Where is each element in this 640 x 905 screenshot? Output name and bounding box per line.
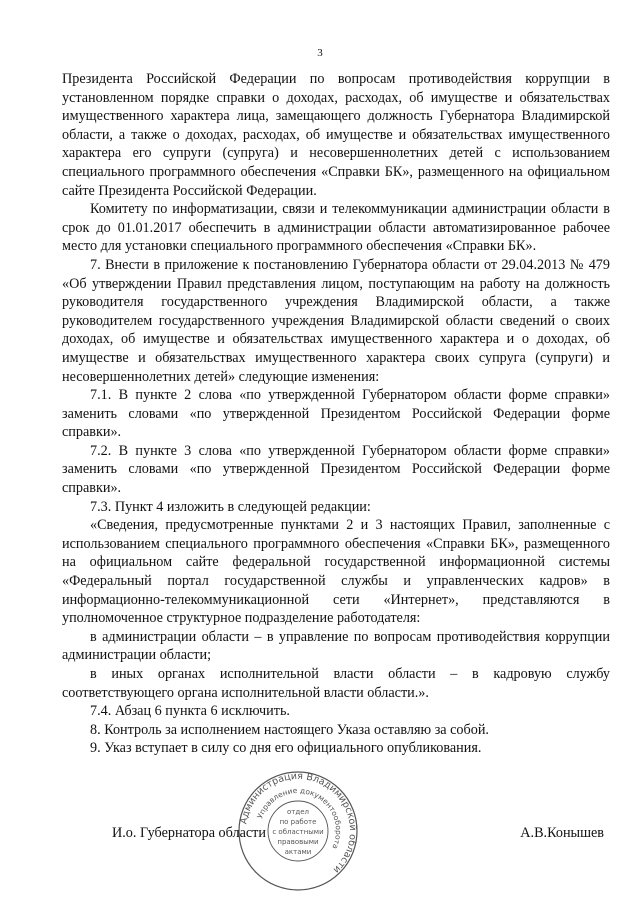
seal-center-line: правовыми	[277, 838, 319, 846]
paragraph-continuation: Президента Российской Федерации по вопросам противодействия коррупции в установленном порядке справки о доходах, расходах, об имуществе и обязательствах имущественного характера лица, замещающего должность Губернатора Владимирской области, а также о доходах, расходах, об имуществе и обязательствах имущественного характера его супруги (супруга) и несовершеннолетних детей с использованием специального программного обеспечения «Справки БК», размещенного на официальном сайте Президента Российской Федерации.	[62, 71, 610, 199]
seal-center-line: по работе	[279, 818, 317, 826]
page-number: 3	[317, 47, 323, 59]
signer-name: А.В.Конышев	[520, 825, 604, 841]
document-body	[62, 70, 610, 758]
signer-title: И.о. Губернатора области	[112, 825, 266, 841]
paragraph-committee: Комитету по информатизации, связи и телекоммуникации администрации области в срок до 01.01.2017 обеспечить в администрации области автоматизированное рабочее место для установки специального программного обеспечения «Справки БК».	[62, 201, 610, 255]
seal-center-line: актами	[284, 848, 312, 856]
seal-outer-text: Администрация Владимирской области	[238, 770, 359, 876]
seal-center-line: отдел	[287, 808, 309, 816]
paragraph-item-7-2: 7.2. В пункте 3 слова «по утвержденной Губернатором области форме справки» заменить словами «по утвержденной Президентом Российской Федерации форме справки».	[62, 442, 610, 497]
official-seal	[237, 770, 359, 892]
seal-center-line: с областными	[272, 828, 324, 836]
seal-middle-text: Управление документооборота	[255, 785, 344, 851]
paragraph-administration: в администрации области – в управление по вопросам противодействия коррупции администрации области;	[62, 628, 610, 664]
paragraph-other-bodies: в иных органах исполнительной власти области – в кадровую службу соответствующего органа исполнительной власти области.».	[62, 666, 610, 701]
paragraph-item-8: 8. Контроль за исполнением настоящего Указа оставляю за собой.	[90, 721, 489, 738]
paragraph-item-7-3: 7.3. Пункт 4 изложить в следующей редакции:	[90, 498, 371, 515]
paragraph-item-7-1: 7.1. В пункте 2 слова «по утвержденной Губернатором области форме справки» заменить словами «по утвержденной Президентом Российской Федерации форме справки».	[62, 387, 610, 441]
paragraph-quoted-rule: «Сведения, предусмотренные пунктами 2 и 3 настоящих Правил, заполненные с использованием специального программного обеспечения «Справки БК», размещенного на официальном сайте федеральной государственной информационной системы «Федеральный портал государственной службы и управленческих кадров» в информационно-телекоммуникационной сети «Интернет», представляются в уполномоченное структурное подразделение работодателя:	[62, 517, 610, 627]
paragraph-item-7-4: 7.4. Абзац 6 пункта 6 исключить.	[90, 703, 290, 720]
paragraph-item-7: 7. Внести в приложение к постановлению Губернатора области от 29.04.2013 № 479 «Об утверждении Правил представления лицом, поступающим на работу на должность руководителя государственного учреждения Владимирской области, а также руководителем государственного учреждения Владимирской области сведений о своих доходах, об имуществе и обязательствах имущественного характера и о доходах, об имуществе и обязательствах имущественного характера своих супруга (супруги) и несовершеннолетних детей» следующие изменения:	[62, 256, 610, 385]
paragraph-item-9: 9. Указ вступает в силу со дня его официального опубликования.	[90, 740, 482, 757]
